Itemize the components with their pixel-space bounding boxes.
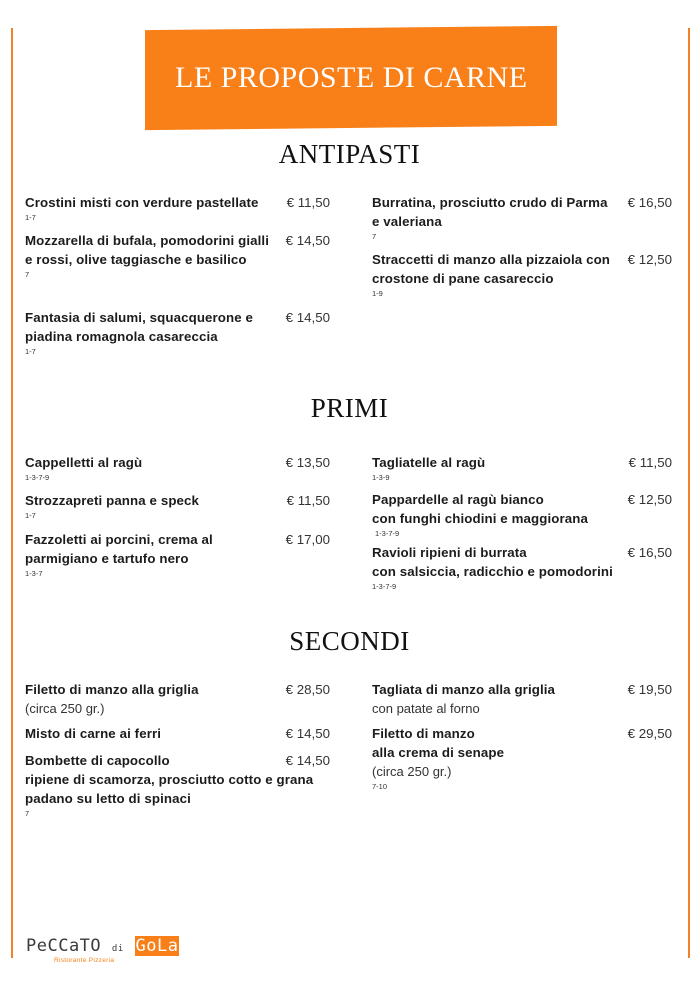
item-name: Filetto di manzo alla griglia xyxy=(25,682,199,697)
item-name: Misto di carne ai ferri xyxy=(25,726,162,741)
logo-word-peccato: PeCCaTO xyxy=(26,936,102,956)
menu-item xyxy=(372,680,672,718)
item-price: € 13,50 xyxy=(285,455,330,470)
item-price: € 11,50 xyxy=(628,455,672,470)
item-name-continued: alla crema di senape xyxy=(372,745,505,760)
menu-item xyxy=(372,490,672,539)
item-note: (circa 250 gr.) xyxy=(372,764,452,779)
item-name-continued: ripiene di scamorza, prosciutto cotto e grana padano su letto di spinaci xyxy=(25,772,314,806)
item-price: € 17,00 xyxy=(285,532,330,547)
item-price: € 11,50 xyxy=(286,493,330,508)
item-price: € 28,50 xyxy=(285,682,330,697)
item-price: € 29,50 xyxy=(627,726,672,741)
item-allergens: 1-7 xyxy=(25,347,36,356)
item-name: Straccetti di manzo alla pizzaiola con crostone di pane casareccio xyxy=(372,252,611,286)
menu-item xyxy=(25,231,330,280)
restaurant-logo xyxy=(26,936,179,970)
item-price: € 12,50 xyxy=(627,492,672,507)
item-price: € 14,50 xyxy=(285,753,330,768)
section-title-primi: PRIMI xyxy=(310,393,389,423)
item-price: € 19,50 xyxy=(627,682,672,697)
item-allergens: 1-3-7-9 xyxy=(372,582,397,591)
item-price: € 14,50 xyxy=(285,233,330,248)
item-price: € 16,50 xyxy=(627,195,672,210)
item-allergens: 7-10 xyxy=(372,782,388,791)
item-allergens: 1-3-7 xyxy=(25,569,43,578)
logo-wordmark xyxy=(26,936,179,956)
item-price: € 14,50 xyxy=(285,310,330,325)
menu-item xyxy=(25,724,330,743)
item-name-continued: con salsiccia, radicchio e pomodorini xyxy=(372,564,613,579)
item-allergens: 7 xyxy=(25,270,30,279)
item-name-continued: con funghi chiodini e maggiorana xyxy=(372,511,588,526)
item-name: Filetto di manzo xyxy=(372,726,475,741)
item-allergens: 7 xyxy=(372,232,377,241)
item-name: Fazzoletti ai porcini, crema al parmigiano e tartufo nero xyxy=(25,532,213,566)
item-name: Bombette di capocollo xyxy=(25,753,170,768)
item-name: Tagliatelle al ragù xyxy=(372,455,486,470)
menu-item xyxy=(372,193,672,242)
menu-item xyxy=(25,491,330,521)
item-allergens: 7 xyxy=(25,809,30,818)
menu-item xyxy=(25,453,330,483)
item-allergens: 1-7 xyxy=(25,213,36,222)
menu-item xyxy=(372,250,672,299)
menu-item xyxy=(372,724,672,792)
item-note: (circa 250 gr.) xyxy=(25,701,105,716)
logo-word-di: di xyxy=(111,944,124,954)
item-name: Pappardelle al ragù bianco xyxy=(372,492,544,507)
section-title-secondi: SECONDI xyxy=(289,626,410,656)
title-banner xyxy=(145,26,557,130)
item-name: Ravioli ripieni di burrata xyxy=(372,545,527,560)
item-price: € 11,50 xyxy=(286,195,330,210)
menu-item xyxy=(25,751,330,819)
menu-item xyxy=(25,308,330,357)
page-title: LE PROPOSTE DI CARNE xyxy=(174,61,528,94)
item-name: Fantasia di salumi, squacquerone e piadina romagnola casareccia xyxy=(25,310,254,344)
item-price: € 12,50 xyxy=(627,252,672,267)
item-price: € 14,50 xyxy=(285,726,330,741)
item-name: Burratina, prosciutto crudo di Parma e valeriana xyxy=(372,195,608,229)
item-allergens: 1-3-9 xyxy=(372,473,390,482)
menu-item xyxy=(25,530,330,579)
item-price: € 16,50 xyxy=(627,545,672,560)
item-allergens: 1-3-7-9 xyxy=(25,473,50,482)
item-allergens: 1-7 xyxy=(25,511,36,520)
item-allergens: 1-3-7-9 xyxy=(375,529,400,538)
section-title-antipasti: ANTIPASTI xyxy=(278,139,421,169)
item-name: Tagliata di manzo alla griglia xyxy=(372,682,556,697)
menu-item xyxy=(25,193,330,223)
item-note: con patate al forno xyxy=(372,701,480,716)
menu-item xyxy=(25,680,330,718)
logo-word-gola: GoLa xyxy=(135,936,179,956)
item-name: Crostini misti con verdure pastellate xyxy=(25,195,259,210)
menu-item xyxy=(372,543,672,592)
menu-item xyxy=(372,453,672,483)
item-name: Mozzarella di bufala, pomodorini gialli e rossi, olive taggiasche e basilico xyxy=(25,233,270,267)
item-allergens: 1-9 xyxy=(372,289,383,298)
logo-tagline: Ristorante Pizzeria xyxy=(54,957,115,964)
item-name: Cappelletti al ragù xyxy=(25,455,143,470)
item-name: Strozzapreti panna e speck xyxy=(25,493,200,508)
